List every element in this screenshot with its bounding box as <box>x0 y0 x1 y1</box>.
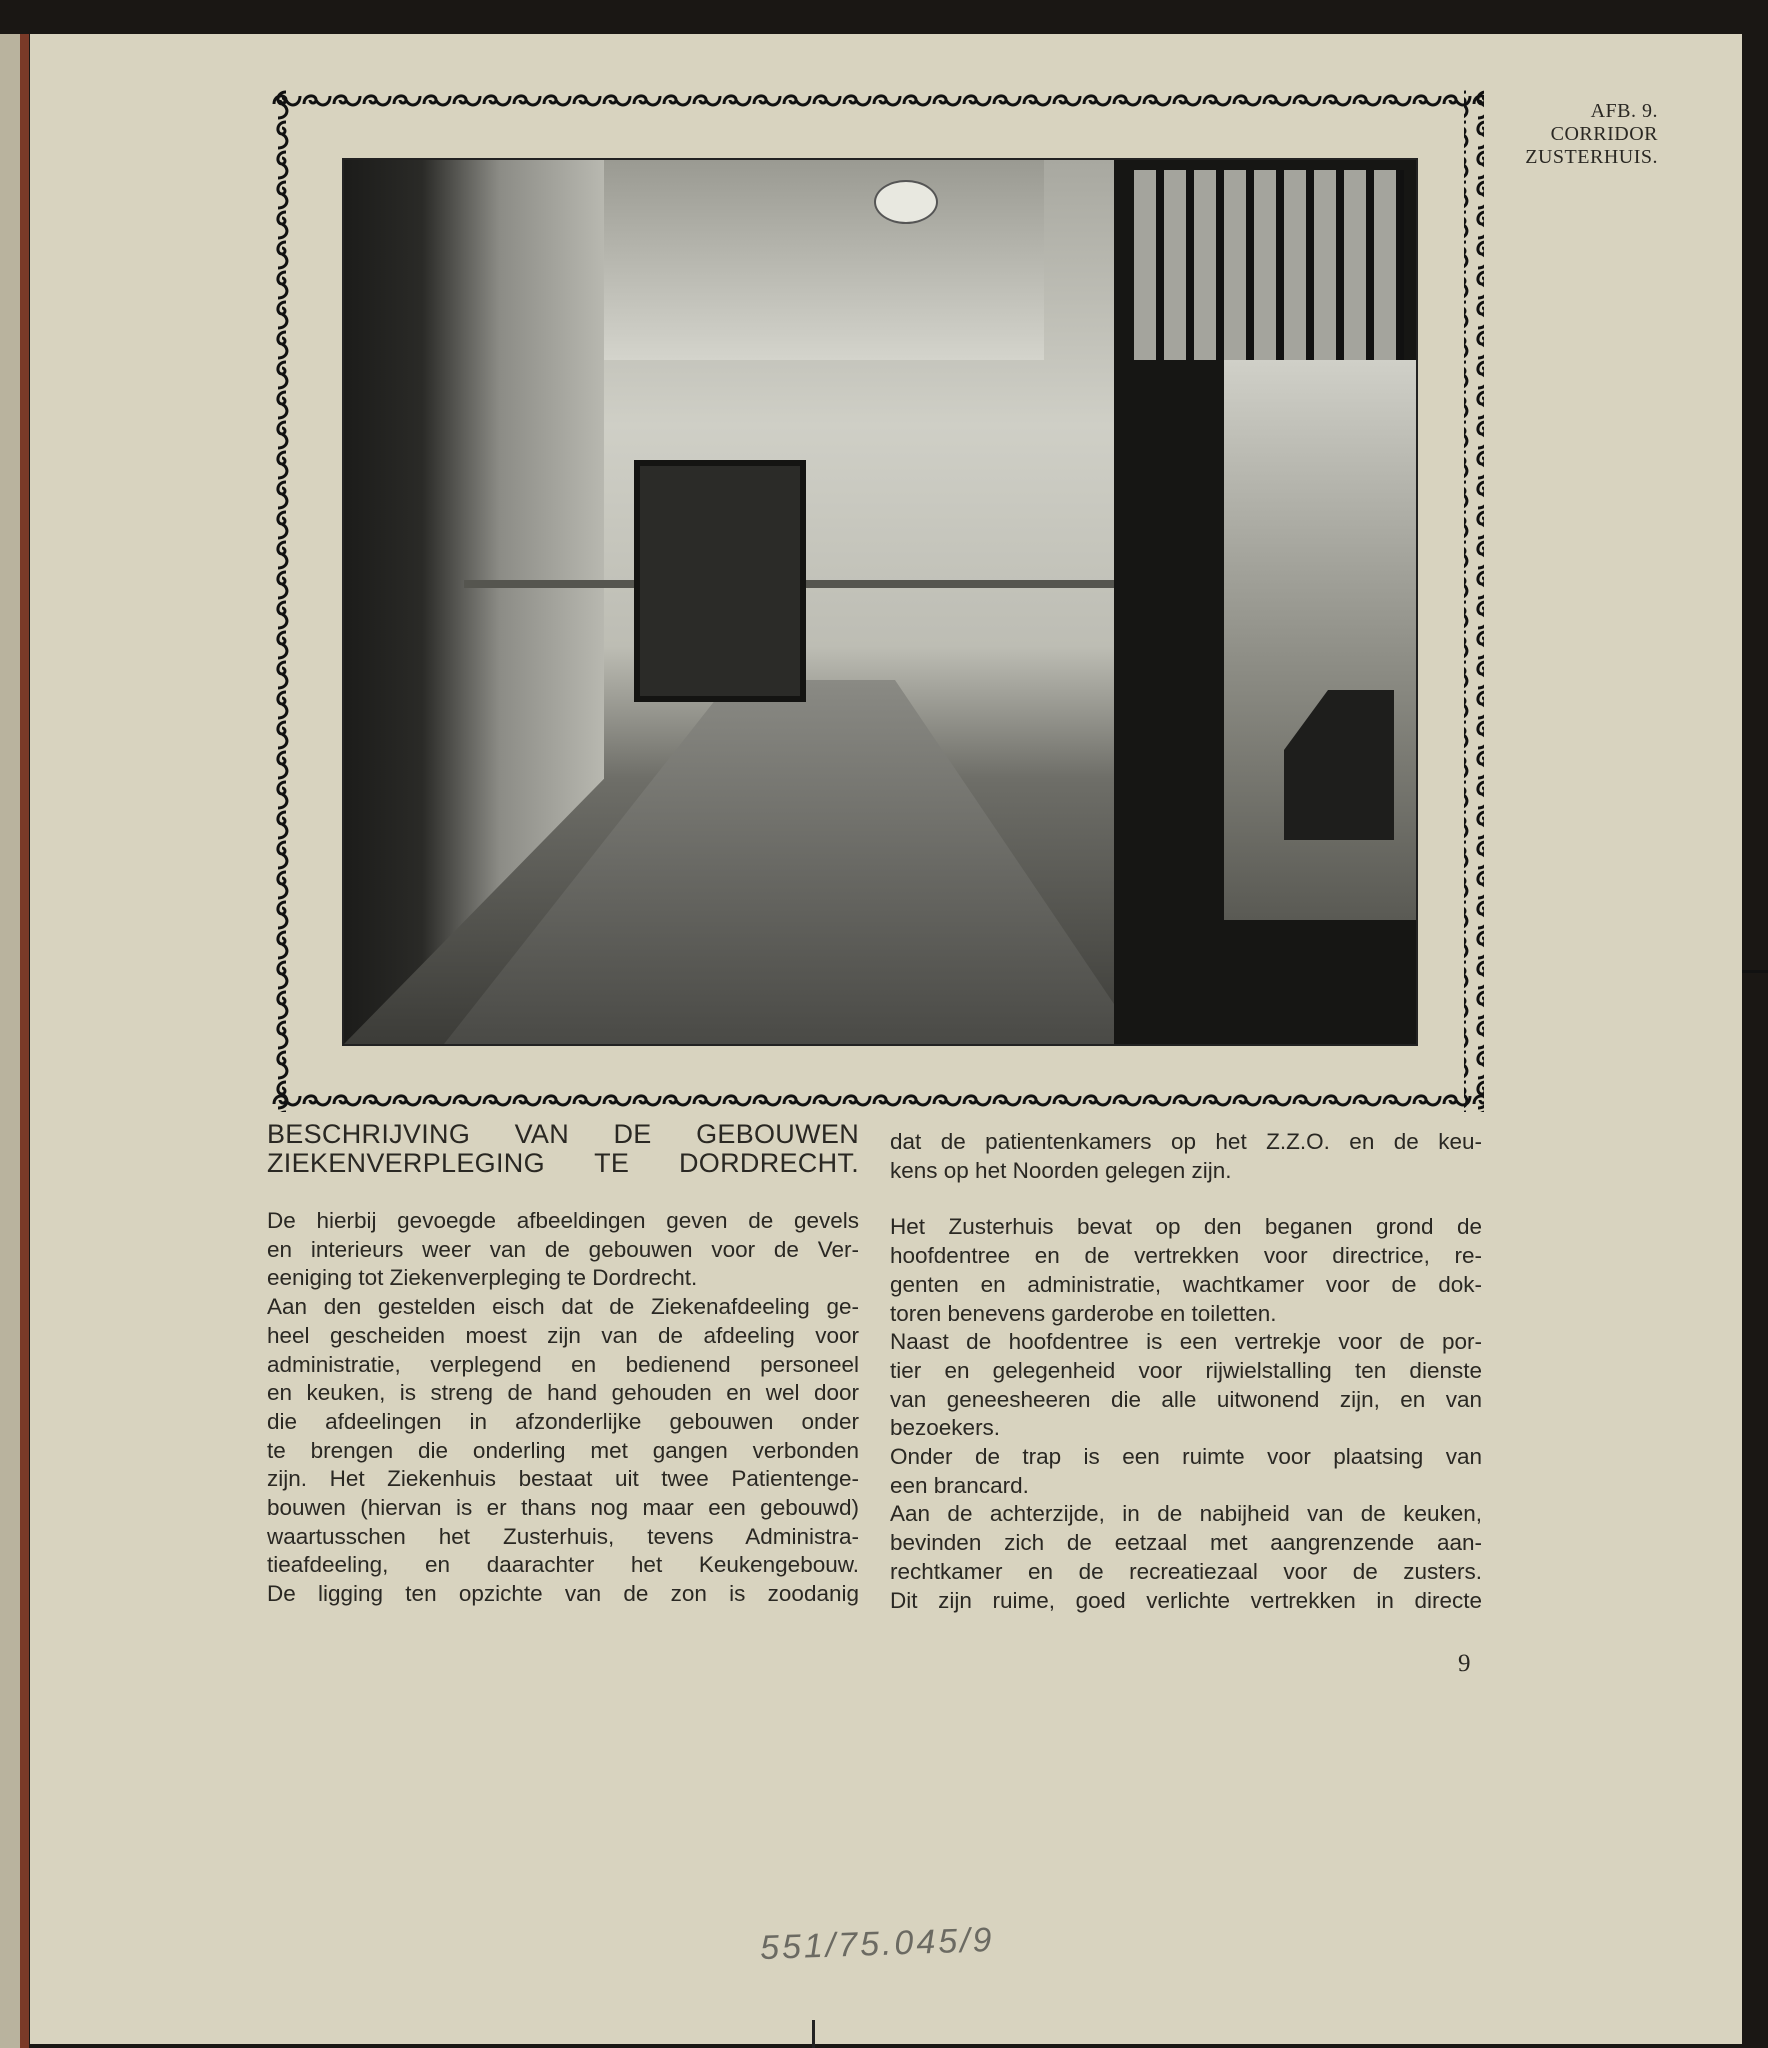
section-heading <box>267 1120 859 1178</box>
text-line: Aan den gestelden eisch dat de Ziekenafdeeling ge- <box>267 1294 859 1320</box>
border-top <box>272 90 1484 110</box>
caption-line: AFB. 9. <box>1590 100 1658 122</box>
text-line: en interieurs weer van de gebouwen voor de Ver- <box>267 1236 859 1262</box>
text-line: Het Zusterhuis bevat op den beganen grond de <box>890 1214 1482 1240</box>
text-line: administratie, verplegend en bedienend personeel <box>267 1351 859 1377</box>
text-line: van geneesheeren die alle uitwonend zijn, en van <box>890 1386 1482 1412</box>
text-line: tier en gelegenheid voor rijwielstalling ten dienste <box>890 1357 1482 1383</box>
text-line: toren benevens garderobe en toiletten. <box>890 1300 1277 1326</box>
photo-wainscot <box>464 580 1184 588</box>
text-line: heel gescheiden moest zijn van de afdeeling voor <box>267 1322 859 1348</box>
left-column <box>267 1207 859 1609</box>
text-line: waartusschen het Zusterhuis, tevens Administra- <box>267 1523 859 1549</box>
book-binding <box>20 34 29 2048</box>
text-line: bouwen (hiervan is er thans nog maar een gebouwd) <box>267 1495 859 1521</box>
text-line: zijn. Het Ziekenhuis bestaat uit twee Patientenge- <box>267 1466 859 1492</box>
text-line: een brancard. <box>890 1472 1029 1498</box>
text-line: kens op het Noorden gelegen zijn. <box>890 1157 1232 1183</box>
page-number: 9 <box>1458 1650 1471 1677</box>
text-line: Aan de achterzijde, in de nabijheid van de keuken, <box>890 1501 1482 1527</box>
text-line: eeniging tot Ziekenverpleging te Dordrecht. <box>267 1265 698 1291</box>
figure-caption <box>1470 100 1658 169</box>
text-line: te brengen die onderling met gangen verbonden <box>267 1437 859 1463</box>
spine-shadow <box>0 34 20 2048</box>
heading-line: BESCHRIJVING VAN DE GEBOUWEN <box>267 1119 859 1149</box>
heading-line: ZIEKENVERPLEGING TE DORDRECHT. <box>267 1148 859 1178</box>
text-line: bevinden zich de eetzaal met aangrenzende aan- <box>890 1530 1482 1556</box>
border-right <box>1464 90 1484 1112</box>
photo-ceiling-lamp <box>874 180 938 224</box>
text-line: genten en administratie, wachtkamer voor de dok- <box>890 1271 1482 1297</box>
text-line: De ligging ten opzichte van de zon is zoodanig <box>267 1581 859 1607</box>
caption-line: CORRIDOR <box>1550 123 1658 145</box>
text-line: en keuken, is streng de hand gehouden en wel door <box>267 1380 859 1406</box>
photo-transom-window <box>1134 170 1404 360</box>
text-line: Naast de hoofdentree is een vertrekje voor de por- <box>890 1329 1482 1355</box>
caption-line: ZUSTERHUIS. <box>1525 146 1658 168</box>
text-line: De hierbij gevoegde afbeeldingen geven de gevels <box>267 1208 859 1233</box>
edge-mark <box>1742 970 1768 973</box>
right-column <box>890 1128 1482 1615</box>
border-bottom <box>272 1092 1484 1112</box>
border-left <box>272 90 292 1112</box>
text-line: Dit zijn ruime, goed verlichte vertrekken in directe <box>890 1587 1482 1613</box>
edge-mark <box>812 2020 815 2048</box>
corridor-photo <box>342 158 1418 1046</box>
archive-handwriting: 551/75.045/9 <box>759 1920 996 1968</box>
paragraph-gap <box>890 1185 1482 1213</box>
photo-end-door <box>634 460 806 702</box>
text-line: rechtkamer en de recreatiezaal voor de zusters. <box>890 1558 1482 1584</box>
text-line: die afdeelingen in afzonderlijke gebouwen onder <box>267 1408 859 1434</box>
text-line: Onder de trap is een ruimte voor plaatsing van <box>890 1444 1482 1470</box>
text-line: bezoekers. <box>890 1415 1001 1441</box>
text-line: hoofdentree en de vertrekken voor directrice, re- <box>890 1243 1482 1269</box>
text-line: dat de patientenkamers op het Z.Z.O. en de keu- <box>890 1129 1482 1154</box>
text-line: tieafdeeling, en daarachter het Keukengebouw. <box>267 1552 859 1578</box>
